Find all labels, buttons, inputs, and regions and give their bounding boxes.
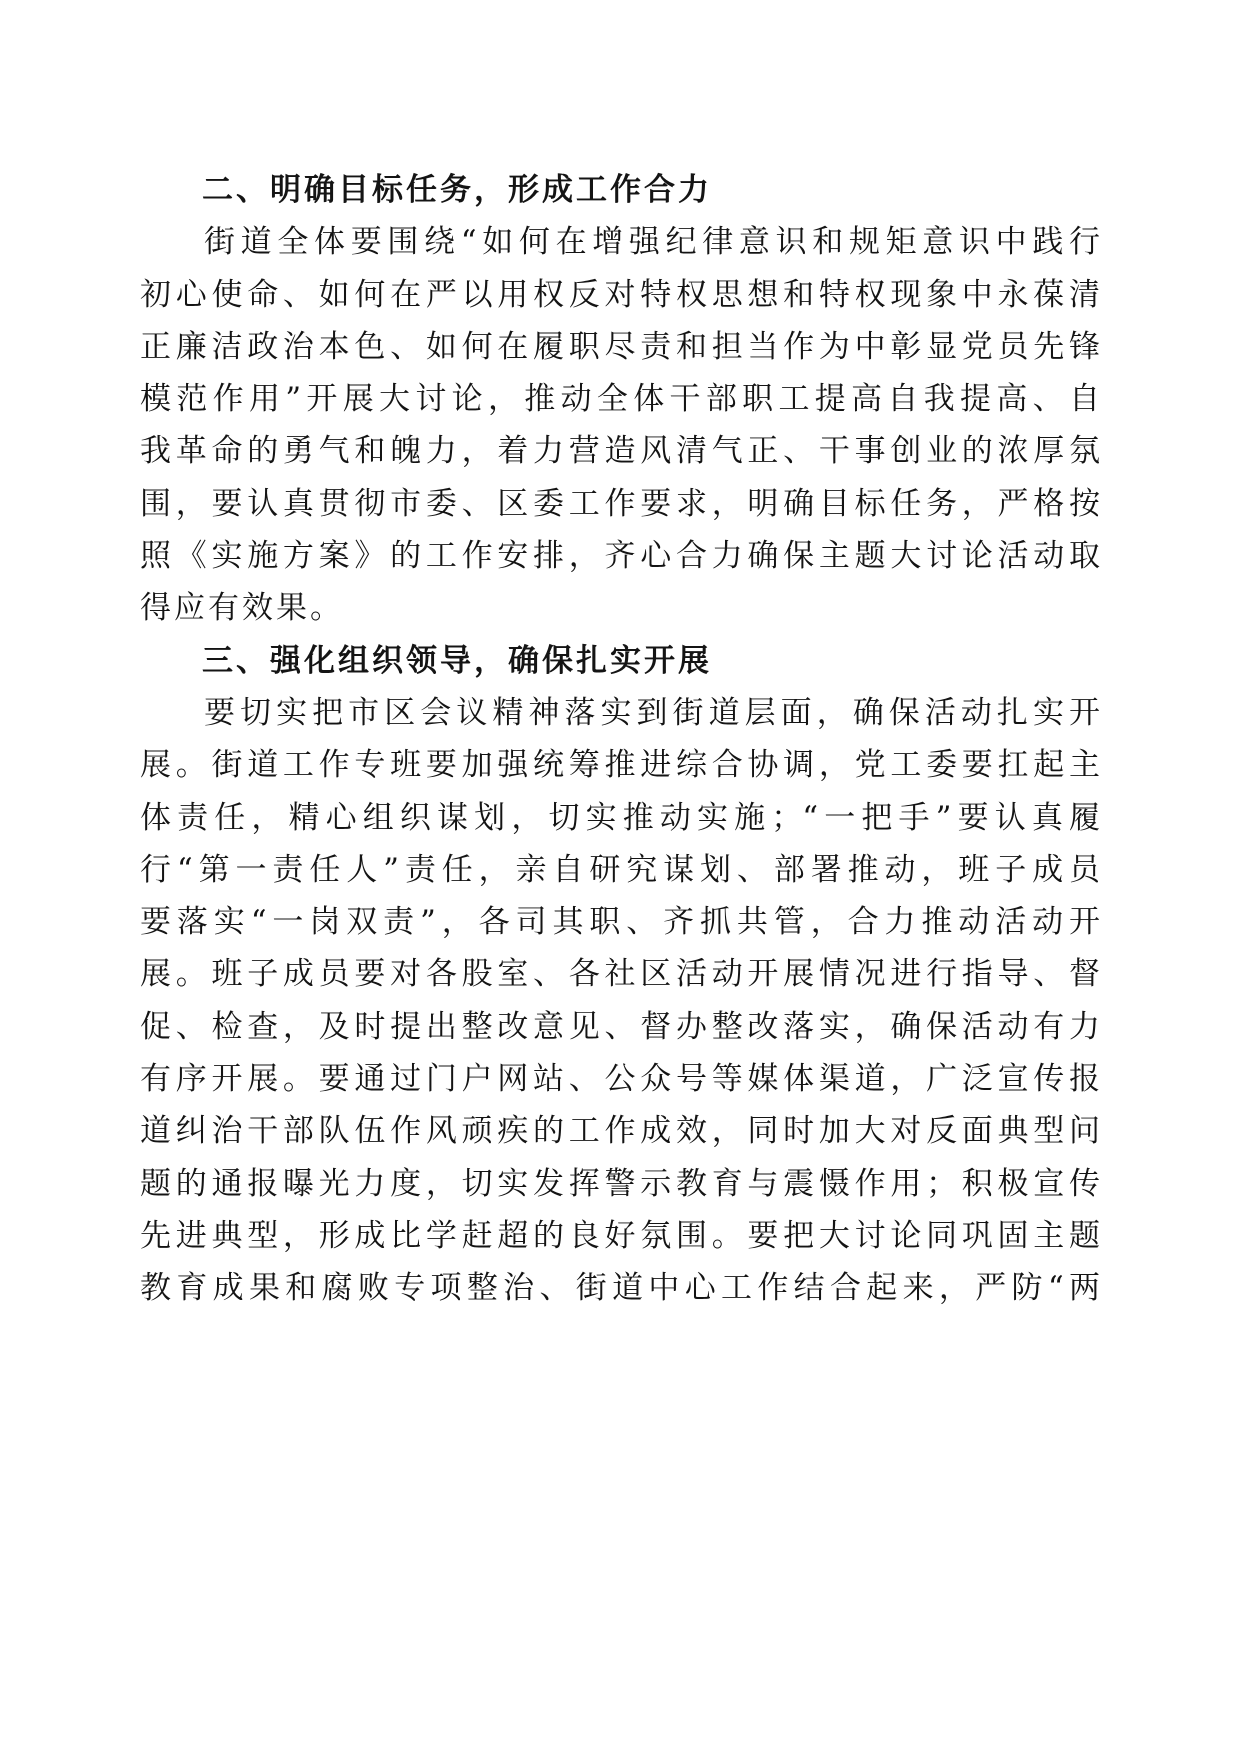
paragraph-line: 要落实“一岗双责”，各司其职、齐抓共管，合力推动活动开: [140, 904, 1100, 941]
paragraph-line: 先进典型，形成比学赶超的良好氛围。要把大讨论同巩固主题: [140, 1217, 1100, 1254]
document-body: [140, 164, 1100, 1315]
paragraph-line: 围，要认真贯彻市委、区委工作要求，明确目标任务，严格按: [140, 485, 1100, 522]
paragraph-line: 教育成果和腐败专项整治、街道中心工作结合起来，严防“两: [140, 1270, 1100, 1307]
paragraph-line: 道纠治干部队伍作风顽疾的工作成效，同时加大对反面典型问: [140, 1113, 1100, 1150]
section-paragraph: [140, 216, 1100, 634]
paragraph-line: 促、检查，及时提出整改意见、督办整改落实，确保活动有力: [140, 1008, 1100, 1045]
section-heading: 三、强化组织领导，确保扎实开展: [202, 642, 712, 679]
paragraph-line: 模范作用”开展大讨论，推动全体干部职工提高自我提高、自: [140, 381, 1100, 418]
paragraph-line: 正廉洁政治本色、如何在履职尽责和担当作为中彰显党员先锋: [140, 328, 1100, 365]
paragraph-line: 街道全体要围绕“如何在增强纪律意识和规矩意识中践行: [204, 224, 1100, 261]
paragraph-line: 照《实施方案》的工作安排，齐心合力确保主题大讨论活动取: [140, 538, 1100, 575]
paragraph-line: 题的通报曝光力度，切实发挥警示教育与震慑作用；积极宣传: [140, 1165, 1100, 1202]
paragraph-line: 展。班子成员要对各股室、各社区活动开展情况进行指导、督: [140, 956, 1100, 993]
paragraph-line: 初心使命、如何在严以用权反对特权思想和特权现象中永葆清: [140, 276, 1100, 313]
paragraph-line: 要切实把市区会议精神落实到街道层面，确保活动扎实开: [204, 694, 1100, 731]
paragraph-line: 得应有效果。: [140, 590, 344, 627]
paragraph-line: 我革命的勇气和魄力，着力营造风清气正、干事创业的浓厚氛: [140, 433, 1100, 470]
section-paragraph: [140, 687, 1100, 1315]
section-heading: 二、明确目标任务，形成工作合力: [202, 172, 712, 208]
paragraph-line: 展。街道工作专班要加强统筹推进综合协调，党工委要扛起主: [140, 747, 1100, 784]
paragraph-line: 体责任，精心组织谋划，切实推动实施；“一把手”要认真履: [140, 799, 1100, 836]
paragraph-line: 有序开展。要通过门户网站、公众号等媒体渠道，广泛宣传报: [140, 1061, 1100, 1098]
paragraph-line: 行“第一责任人”责任，亲自研究谋划、部署推动，班子成员: [140, 851, 1100, 888]
